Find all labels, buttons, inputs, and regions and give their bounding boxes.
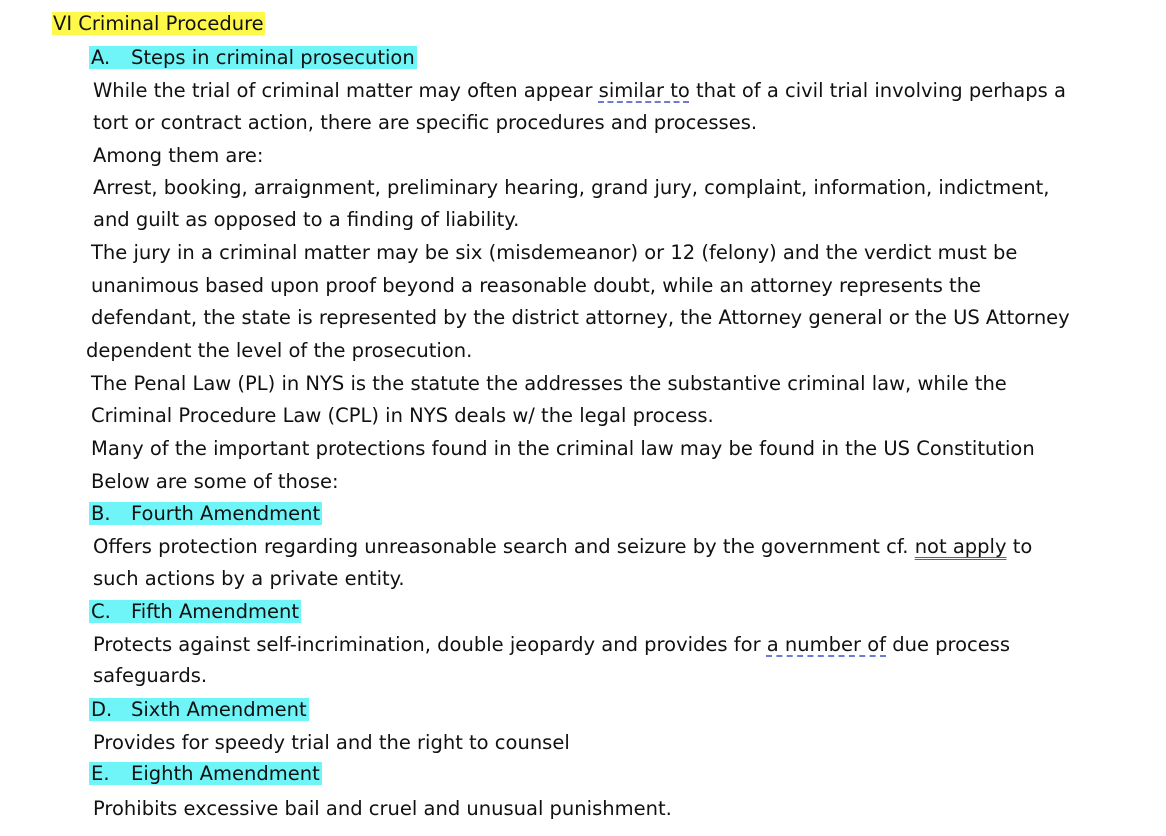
paragraph-line: safeguards. [93,664,208,687]
section-heading-b [89,501,322,527]
paragraph-line: tort or contract action, there are specific procedures and processes. [93,111,758,134]
section-heading-a [89,45,417,71]
section-heading-text: Eighth Amendment [131,762,320,785]
section-heading-highlight [89,762,322,785]
paragraph-line: dependent the level of the prosecution. [86,339,473,362]
paragraph-line: Arrest, booking, arraignment, preliminary hearing, grand jury, complaint, information, indictment, [93,176,1050,199]
section-letter: E. [91,762,110,785]
paragraph-line: Prohibits excessive bail and cruel and unusual punishment. [93,797,672,820]
paragraph-line: The jury in a criminal matter may be six (misdemeanor) or 12 (felony) and the verdict must be [91,241,1018,264]
paragraph-line: Provides for speedy trial and the right to counsel [93,731,570,754]
grammar-flag-underline[interactable]: similar to [598,79,690,102]
paragraph-line: The Penal Law (PL) in NYS is the statute the addresses the substantive criminal law, while the [91,372,1007,395]
section-heading-text: Fourth Amendment [131,502,321,525]
section-heading-e [89,761,322,787]
section-letter: B. [91,502,111,525]
text-run: While the trial of criminal matter may often appear [93,79,599,102]
section-heading-highlight [89,600,301,623]
text-run: Protects against self-incrimination, double jeopardy and provides for [93,633,767,656]
paragraph-line: such actions by a private entity. [93,567,405,590]
section-letter: A. [91,46,111,69]
section-heading-d [89,697,309,723]
document-title [52,11,265,37]
section-heading-highlight [89,698,309,721]
grammar-flag-underline[interactable]: a number of [766,633,887,656]
text-run: Offers protection regarding unreasonable search and seizure by the government cf. [93,535,915,558]
title-highlight: VI Criminal Procedure [53,12,264,35]
paragraph-line: and guilt as opposed to a finding of liability. [93,208,520,231]
section-heading-text: Steps in criminal prosecution [131,46,415,69]
paragraph-line [93,78,1066,104]
grammar-flag-underline[interactable]: not apply [914,535,1007,558]
paragraph-line: unanimous based upon proof beyond a reasonable doubt, while an attorney represents the [91,274,982,297]
paragraph-line: defendant, the state is represented by the district attorney, the Attorney general or the US Attorney [91,306,1070,329]
paragraph-line [93,632,1010,658]
section-letter: D. [91,698,113,721]
section-heading-highlight [89,46,417,69]
section-heading-text: Fifth Amendment [131,600,300,623]
paragraph-line [93,534,1032,560]
paragraph-line: Criminal Procedure Law (CPL) in NYS deals w/ the legal process. [91,404,714,427]
paragraph-line: Among them are: [93,144,264,167]
section-heading-text: Sixth Amendment [131,698,307,721]
text-run: due process [886,633,1011,656]
paragraph-line: Below are some of those: [91,470,339,493]
section-heading-c [89,599,301,625]
paragraph-line: Many of the important protections found in the criminal law may be found in the US Constitution [91,437,1035,460]
section-heading-highlight [89,502,322,525]
text-run: that of a civil trial involving perhaps a [689,79,1066,102]
text-run: to [1006,535,1033,558]
section-letter: C. [91,600,111,623]
